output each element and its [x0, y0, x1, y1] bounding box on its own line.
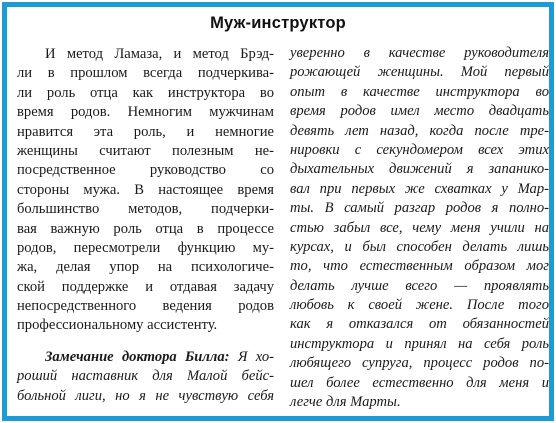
note-first-line [17, 348, 274, 367]
text-line: нировки с секундомером всех этих [290, 141, 549, 158]
text-line: шел более естественно для меня и [290, 374, 549, 391]
section-title: Муж-инструктор [210, 14, 346, 32]
text-line: нравится эта роль, и немногие [17, 123, 274, 140]
text-line: стью забыл все, чему меня учили на [290, 219, 549, 236]
text-line: вал при первых же схватках у Мар- [290, 180, 549, 197]
text-line: стороны мужа. В настоящее время [17, 181, 274, 198]
text-line: любовь к своей жене. После того [290, 297, 549, 314]
text-line: инструктора и принял на себя роль [290, 335, 549, 352]
text-line: ской поддержке и отдавая задачу [17, 278, 274, 295]
text-line: курсах, и был способен делать лишь [290, 238, 549, 255]
text-line: опыт в качестве инструктора во [290, 83, 549, 100]
text-line: любящего супруга, процесс родов по- [290, 355, 549, 372]
text-line: профессиональному ассистенту. [17, 317, 218, 334]
right-column [290, 44, 549, 412]
text-line: больной лиги, но я не чувствую себя [17, 387, 274, 404]
left-column [17, 45, 274, 406]
text-line: женщины считают полезным не- [17, 142, 274, 159]
paragraph-gap [17, 336, 274, 348]
text-line: посредственное руководство со [17, 162, 274, 179]
intro-paragraph [17, 45, 274, 336]
text-line: делать лучше всего — проявлять [290, 277, 549, 294]
text-line: то, что естественным образом мог [290, 258, 549, 275]
text-line: дыхательных движений я запанико- [290, 161, 549, 178]
text-line: непосредственного ведения родов [17, 298, 274, 315]
text-line: родов, пересмотрели функцию му- [17, 239, 274, 256]
text-line: как я отказался от обязанностей [290, 316, 549, 333]
text-line: жа, делая упор на психологиче- [17, 259, 274, 276]
note-lead: Замечание доктора Билла: [45, 348, 230, 365]
text-line: время родов имел место двадцать [290, 103, 549, 120]
text-line: время родов. Немногим мужчинам [17, 104, 274, 121]
text-line: ты. В самый разгар родов я полно- [290, 200, 549, 217]
text-line: легче для Марты. [290, 394, 401, 411]
text-line: вая важную роль отца в процессе [17, 220, 274, 237]
text-line: уверенно в качестве руководителя [290, 45, 549, 61]
text-line: рожающей женщины. Мой первый [290, 64, 549, 81]
text-line: девять лет назад, когда после тре- [290, 122, 549, 139]
page-frame [2, 2, 554, 421]
text-line: большинство методов, подчерки- [17, 201, 274, 218]
doctor-note [17, 348, 274, 406]
text-line: ли роль отца как инструктора во [17, 84, 274, 101]
text-line: роший наставник для Малой бейс- [17, 368, 274, 385]
text-line: ли в прошлом всегда подчеркива- [17, 65, 274, 82]
text-line: И метод Ламаза, и метод Брэд- [45, 46, 274, 62]
note-first-line-rest: Я хо- [229, 348, 274, 365]
